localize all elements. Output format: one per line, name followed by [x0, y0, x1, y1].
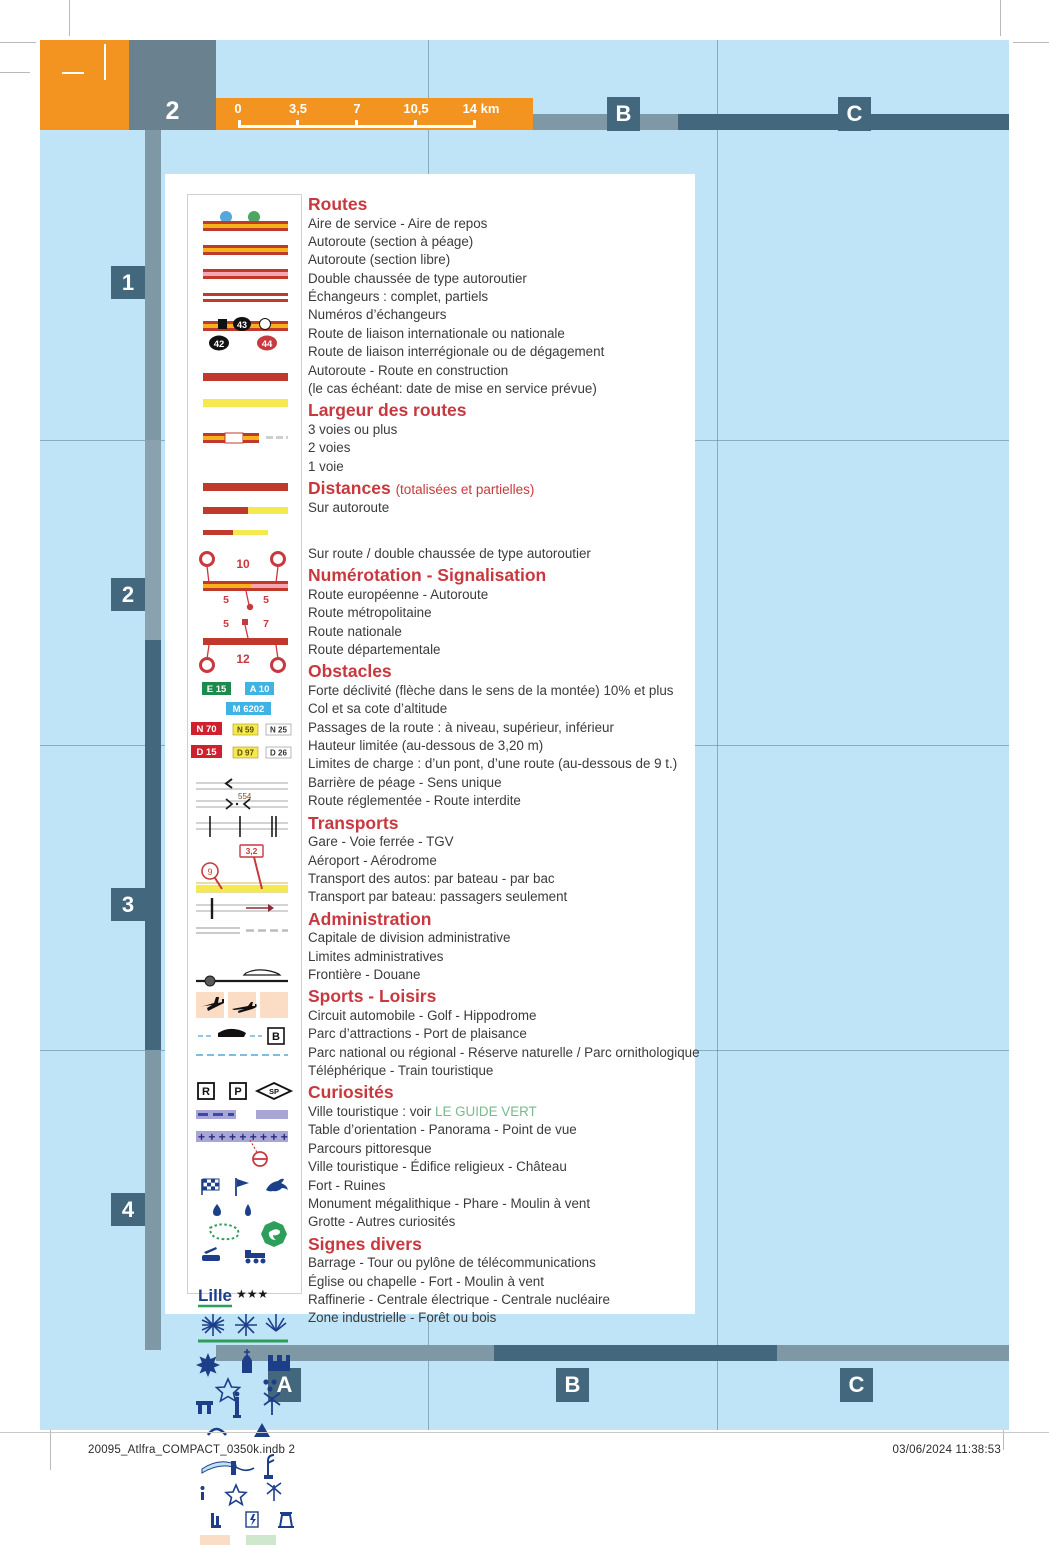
cropmark-top-right-v: [1000, 0, 1001, 36]
legend-item-text: Ville touristique : voir: [308, 1104, 436, 1120]
svg-text:554: 554: [238, 792, 252, 801]
grid-bar-left-2: [145, 440, 161, 640]
legend-item: Parcours pittoresque: [308, 1140, 432, 1156]
legend-item: 3 voies ou plus: [308, 421, 398, 437]
legend-item: Sur autoroute: [308, 499, 390, 515]
svg-text:P: P: [234, 1086, 242, 1098]
scale-ruler: [238, 120, 476, 128]
legend-item: Table d’orientation - Panorama - Point de vue: [308, 1122, 577, 1138]
legend-item: Route départementale: [308, 642, 441, 658]
legend-item: Route métropolitaine: [308, 605, 432, 621]
legend-item-spacer: [308, 517, 688, 545]
grid-tab-bottom-C[interactable]: C: [840, 1368, 873, 1402]
svg-text:9: 9: [207, 867, 213, 877]
svg-text:M 6202: M 6202: [232, 704, 265, 715]
legend-item: Grotte - Autres curiosités: [308, 1214, 456, 1230]
section-heading-transports: Transports: [308, 812, 399, 833]
svg-text:Lille: Lille: [198, 1286, 233, 1305]
svg-text:E 15: E 15: [206, 684, 227, 695]
legend-item: Fort - Ruines: [308, 1177, 386, 1193]
legend-item: Église ou chapelle - Fort - Moulin à vent: [308, 1273, 544, 1289]
corner-page-number: 2: [165, 97, 180, 125]
section-heading-largeur: Largeur des routes: [308, 400, 467, 421]
svg-text:SP: SP: [268, 1087, 280, 1096]
section-heading-signes-divers: Signes divers: [308, 1233, 422, 1254]
section-heading-obstacles: Obstacles: [308, 661, 392, 682]
grid-tab-top-B[interactable]: B: [607, 97, 640, 131]
grid-tab-left-3[interactable]: 3: [111, 888, 145, 921]
footer-timestamp: 03/06/2024 11:38:53: [892, 1444, 1001, 1456]
legend-symbols-svg: [188, 195, 301, 1293]
legend-item: Passages de la route : à niveau, supérieur, inférieur: [308, 719, 614, 735]
legend-item: Autoroute (section à péage): [308, 234, 474, 249]
legend-item: Route de liaison internationale ou nationale: [308, 325, 565, 341]
grid-tab-left-2[interactable]: 2: [111, 578, 145, 611]
legend-item: Zone industrielle - Forêt ou bois: [308, 1310, 497, 1326]
corner-orange-block: [40, 40, 129, 130]
legend-item: 1 voie: [308, 458, 344, 474]
grid-bar-bottom-2: [494, 1345, 777, 1361]
grid-tab-top-C[interactable]: C: [838, 97, 871, 131]
legend-item: Échangeurs : complet, partiels: [308, 289, 489, 305]
legend-item: 2 voies: [308, 440, 351, 456]
svg-text:7: 7: [263, 618, 269, 630]
grid-tab-left-1[interactable]: 1: [111, 266, 145, 299]
legend-item: Aire de service - Aire de repos: [308, 215, 488, 231]
scale-ruler-tick-1: [296, 120, 299, 128]
svg-text:D 15: D 15: [196, 747, 217, 758]
svg-text:42: 42: [213, 339, 225, 350]
legend-item: Barrage - Tour ou pylône de télécommunications: [308, 1255, 596, 1271]
legend-item: Parc national ou régional - Réserve naturelle / Parc ornithologique: [308, 1044, 700, 1060]
legend-item: Capitale de division administrative: [308, 930, 511, 946]
legend-item: Limites de charge : d’un pont, d’une route (au-dessous de 9 t.): [308, 756, 678, 772]
svg-text:★★★: ★★★: [236, 1287, 269, 1301]
section-heading-numerotation: Numérotation - Signalisation: [308, 565, 547, 586]
legend-item: Aéroport - Aérodrome: [308, 852, 437, 868]
grid-tab-bottom-B[interactable]: B: [556, 1368, 589, 1402]
legend-item: Raffinerie - Centrale électrique - Centrale nucléaire: [308, 1291, 610, 1307]
svg-text:A 10: A 10: [249, 684, 270, 695]
legend-item: Col et sa cote d’altitude: [308, 701, 448, 717]
legend-item: Parc d’attractions - Port de plaisance: [308, 1026, 527, 1042]
legend-item: Frontière - Douane: [308, 966, 421, 982]
scale-tick-label-1: 3,5: [288, 101, 308, 116]
section-heading-administration: Administration: [308, 908, 432, 929]
section-heading-sports: Sports - Loisirs: [308, 986, 437, 1007]
scale-labels: [216, 101, 533, 117]
cropmark-top-left-v: [69, 0, 70, 36]
legend-item: Transport par bateau: passagers seulement: [308, 889, 568, 905]
map-gridline-v2: [717, 40, 718, 1430]
svg-text:D 26: D 26: [270, 748, 287, 758]
section-heading-curiosites: Curiosités: [308, 1082, 394, 1103]
scale-ruler-tick-2: [355, 120, 358, 128]
svg-text:5: 5: [263, 594, 269, 606]
svg-text:R: R: [202, 1086, 210, 1098]
footer-filename: 20095_Atlfra_COMPACT_0350k.indb 2: [88, 1444, 296, 1456]
cropmark-top-left-h: [0, 42, 36, 43]
scale-tick-label-4: 14 km: [462, 101, 500, 116]
scale-ruler-tick-4: [473, 120, 476, 128]
map-scale-bar: [216, 98, 533, 130]
grid-bar-left-4: [145, 1050, 161, 1350]
legend-item-guide-vert: [308, 1103, 688, 1121]
legend-item: Route de liaison interrégionale ou de dégagement: [308, 344, 605, 360]
grid-tab-bottom-A[interactable]: A: [268, 1368, 301, 1402]
scale-ruler-tick-0: [238, 120, 241, 128]
legend-text-column: [308, 192, 700, 1328]
section-heading-distances-title: Distances: [308, 477, 391, 498]
cropmark-mid-left-h: [0, 72, 30, 73]
legend-item: Autoroute - Route en construction: [308, 362, 509, 378]
legend-item: Monument mégalithique - Phare - Moulin à vent: [308, 1195, 591, 1211]
svg-text:B: B: [272, 1031, 280, 1043]
footer-divider: [0, 1432, 1049, 1433]
svg-text:N 70: N 70: [196, 724, 217, 735]
section-heading-distances-subtitle: (totalisées et partielles): [395, 481, 535, 497]
legend-symbol-column: [187, 194, 302, 1305]
svg-text:43: 43: [236, 320, 248, 330]
svg-text:+ + + + + + + + +: + + + + + + + + +: [198, 1130, 288, 1144]
scale-tick-label-2: 7: [353, 101, 361, 116]
legend-symbols-svg-2: [188, 1285, 301, 1545]
legend-item: Téléphérique - Train touristique: [308, 1063, 494, 1079]
section-heading-routes: Routes: [308, 194, 368, 214]
legend-item: Transport des autos: par bateau - par bac: [308, 870, 555, 886]
svg-text:3,2: 3,2: [245, 846, 258, 856]
legend-item: Hauteur limitée (au-dessous de 3,20 m): [308, 738, 544, 754]
guide-vert-label: LE GUIDE VERT: [435, 1104, 537, 1120]
svg-text:5: 5: [223, 618, 229, 630]
legend-item: Autoroute (section libre): [308, 252, 451, 268]
grid-bar-left-1: [145, 130, 161, 440]
legend-item: Double chaussée de type autoroutier: [308, 270, 527, 286]
legend-item: (le cas échéant: date de mise en service prévue): [308, 380, 597, 396]
scale-tick-label-3: 10,5: [403, 101, 429, 116]
corner-mark-h: [62, 72, 84, 74]
legend-item: Numéros d’échangeurs: [308, 307, 447, 323]
svg-text:44: 44: [261, 339, 273, 350]
svg-text:12: 12: [236, 652, 250, 666]
legend-item: Route européenne - Autoroute: [308, 586, 489, 602]
svg-text:N 25: N 25: [270, 725, 287, 735]
corner-mark-v: [104, 44, 106, 80]
grid-bar-bottom-3: [777, 1345, 1009, 1361]
svg-text:10: 10: [236, 557, 250, 571]
svg-text:D 97: D 97: [237, 748, 254, 758]
legend-item: Circuit automobile - Golf - Hippodrome: [308, 1007, 537, 1023]
legend-item: Route nationale: [308, 623, 402, 639]
section-heading-distances: [308, 478, 688, 499]
svg-text:N 59: N 59: [237, 725, 254, 735]
legend-item: Gare - Voie ferrée - TGV: [308, 834, 454, 850]
legend-panel: [165, 174, 700, 1326]
grid-bar-left-3: [145, 640, 161, 1050]
legend-item: Sur route / double chaussée de type autoroutier: [308, 545, 591, 561]
svg-text:5: 5: [223, 594, 229, 606]
grid-bar-top-left: [533, 114, 678, 130]
legend-item: Limites administratives: [308, 948, 444, 964]
legend-item: Forte déclivité (flèche dans le sens de la montée) 10% et plus: [308, 683, 674, 699]
scale-tick-label-0: 0: [234, 101, 242, 116]
legend-item: Barrière de péage - Sens unique: [308, 774, 502, 790]
legend-item: Route réglementée - Route interdite: [308, 793, 521, 809]
cropmark-top-right-h: [1013, 42, 1049, 43]
grid-tab-left-4[interactable]: 4: [111, 1193, 145, 1226]
legend-item: Ville touristique - Édifice religieux - Château: [308, 1159, 567, 1175]
scale-ruler-tick-3: [414, 120, 417, 128]
